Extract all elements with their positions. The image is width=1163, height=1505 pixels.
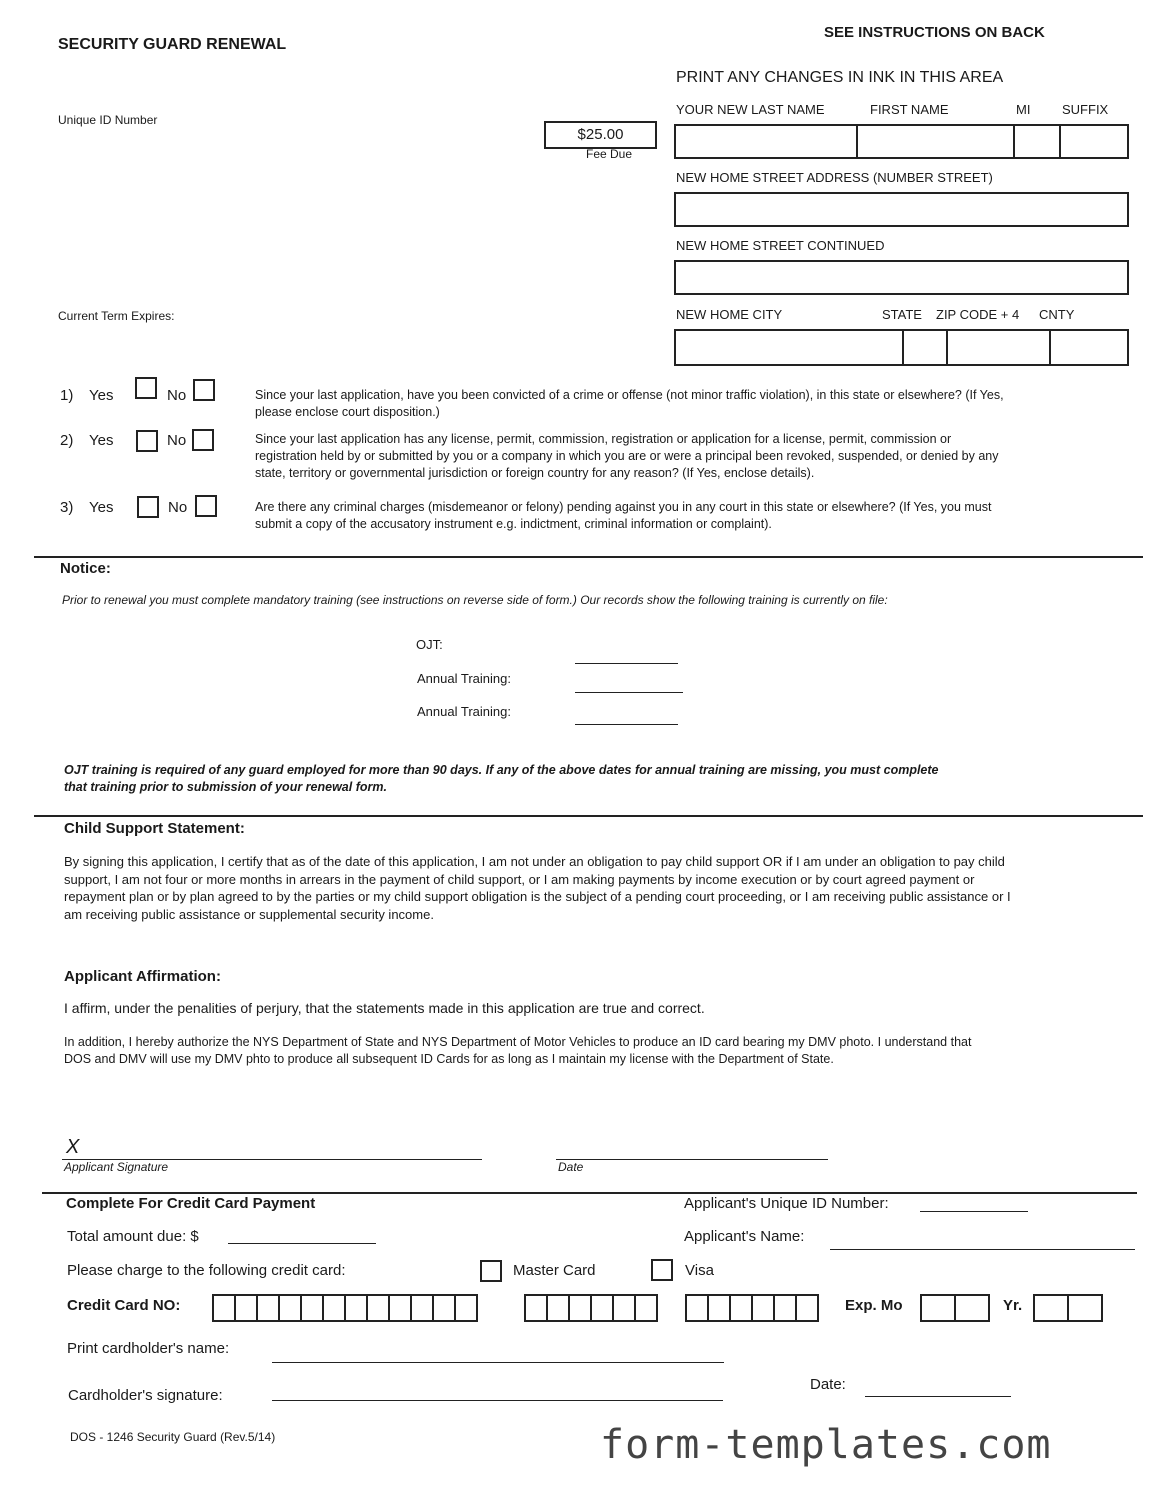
question-text: Since your last application has any license, permit, commission, registration or application for a license, permit, commission or registration held by or submitted by you or a company in which you are or were a principal been revoked, suspended, or denied by any state, territory or governmental jurisdiction or foreign country for any reason? (If Yes, enclose details). bbox=[255, 432, 999, 480]
applicant-name-label: Applicant's Name: bbox=[684, 1228, 805, 1245]
payment-heading: Complete For Credit Card Payment bbox=[66, 1195, 316, 1212]
divider bbox=[34, 556, 1143, 558]
divider bbox=[34, 815, 1143, 817]
ojt-label: OJT: bbox=[416, 637, 443, 652]
mi-label: MI bbox=[1016, 102, 1031, 117]
annual-training-1-label: Annual Training: bbox=[417, 671, 511, 686]
q1-yes-checkbox[interactable] bbox=[135, 377, 157, 399]
no-label: No bbox=[167, 432, 187, 449]
question-number: 3) bbox=[60, 499, 74, 516]
annual-training-2-line[interactable] bbox=[575, 724, 678, 725]
affirmation-line-1: I affirm, under the penalities of perjury, that the statements made in this application are true and correct. bbox=[64, 1000, 705, 1016]
fee-amount: $25.00 bbox=[577, 126, 624, 143]
q1-no-checkbox[interactable] bbox=[193, 379, 215, 401]
unique-id-label: Unique ID Number bbox=[58, 113, 158, 127]
annual-training-1-line[interactable] bbox=[575, 692, 683, 693]
visa-checkbox[interactable] bbox=[651, 1259, 673, 1281]
q2-yes-checkbox[interactable] bbox=[136, 430, 158, 452]
question-text: Are there any criminal charges (misdemeanor or felony) pending against you in any court in this state or elsewhere? (If Yes, you must submit a copy of the accusatory instrument e.g. indictment, criminal information or complaint). bbox=[255, 500, 992, 531]
yes-label: Yes bbox=[89, 499, 114, 516]
watermark: form-templates.com bbox=[600, 1422, 1052, 1468]
payment-unique-id-label: Applicant's Unique ID Number: bbox=[684, 1195, 889, 1212]
signature-date-line[interactable] bbox=[556, 1159, 828, 1160]
state-label: STATE bbox=[882, 307, 922, 322]
form-title: SECURITY GUARD RENEWAL bbox=[58, 36, 287, 53]
signature-x-mark: X bbox=[66, 1136, 80, 1158]
changes-heading: PRINT ANY CHANGES IN INK IN THIS AREA bbox=[676, 69, 1004, 86]
cnty-label: CNTY bbox=[1039, 307, 1075, 322]
last-name-label: YOUR NEW LAST NAME bbox=[676, 102, 825, 117]
yes-label: Yes bbox=[89, 387, 114, 404]
child-support-text: By signing this application, I certify that as of the date of this application, I am not under an obligation to pay child support OR if I am under an obligation to pay child support, I am not four or more months in arrears in the payment of child support, or I am making payments by income execution or by court agreed payment or repayment plan or by plan agreed to by the parties or my child support obligation is the subject of a pending court proceeding, or I am receiving public assistance or I am receiving public assistance or supplemental security income. bbox=[64, 854, 1011, 922]
exp-month-label: Exp. Mo bbox=[845, 1297, 903, 1314]
payment-unique-id-line[interactable] bbox=[920, 1211, 1028, 1212]
question-number: 2) bbox=[60, 432, 74, 449]
question-number: 1) bbox=[60, 387, 74, 404]
suffix-label: SUFFIX bbox=[1062, 102, 1109, 117]
cardholder-signature-label: Cardholder's signature: bbox=[68, 1387, 223, 1404]
total-amount-label: Total amount due: $ bbox=[67, 1228, 199, 1245]
cardholder-name-line[interactable] bbox=[272, 1362, 724, 1363]
city-label: NEW HOME CITY bbox=[676, 307, 783, 322]
cardholder-name-label: Print cardholder's name: bbox=[67, 1340, 230, 1357]
ojt-line[interactable] bbox=[575, 663, 678, 664]
charge-label: Please charge to the following credit card: bbox=[67, 1262, 346, 1279]
address-cont-input[interactable] bbox=[674, 260, 1129, 295]
city-input-box[interactable] bbox=[674, 329, 1129, 366]
q2-no-checkbox[interactable] bbox=[192, 429, 214, 451]
exp-month-input[interactable] bbox=[920, 1294, 990, 1322]
card-date-label: Date: bbox=[810, 1376, 846, 1393]
cardholder-signature-line[interactable] bbox=[272, 1400, 723, 1401]
q3-no-checkbox[interactable] bbox=[195, 495, 217, 517]
annual-training-2-label: Annual Training: bbox=[417, 704, 511, 719]
notice-footer: OJT training is required of any guard employed for more than 90 days. If any of the above dates for annual training are missing, you must complete that training prior to submission of your renewal form. bbox=[64, 763, 939, 794]
card-number-group-3[interactable] bbox=[685, 1294, 817, 1322]
applicant-signature-label: Applicant Signature bbox=[64, 1160, 169, 1174]
no-label: No bbox=[167, 387, 187, 404]
affirmation-line-2: In addition, I hereby authorize the NYS Department of State and NYS Department of Motor Vehicles to produce an ID card bearing my DMV photo. I understand that DOS and DMV will use my DMV phto to produce all subsequent ID Cards for as long as I maintain my license with the Department of State. bbox=[64, 1035, 972, 1066]
card-date-line[interactable] bbox=[865, 1396, 1011, 1397]
card-number-label: Credit Card NO: bbox=[67, 1297, 181, 1314]
instructions-note: SEE INSTRUCTIONS ON BACK bbox=[824, 24, 1045, 41]
fee-box bbox=[544, 121, 657, 149]
visa-label: Visa bbox=[685, 1262, 714, 1279]
name-input-box[interactable] bbox=[674, 124, 1129, 159]
mastercard-checkbox[interactable] bbox=[480, 1260, 502, 1282]
applicant-name-line[interactable] bbox=[830, 1249, 1135, 1250]
card-number-group-2[interactable] bbox=[524, 1294, 656, 1322]
notice-heading: Notice: bbox=[60, 560, 111, 577]
signature-date-label: Date bbox=[558, 1160, 584, 1174]
mastercard-label: Master Card bbox=[513, 1262, 596, 1279]
divider bbox=[42, 1192, 1137, 1194]
fee-label: Fee Due bbox=[586, 147, 633, 161]
affirmation-heading: Applicant Affirmation: bbox=[64, 968, 221, 985]
q3-yes-checkbox[interactable] bbox=[137, 496, 159, 518]
notice-text: Prior to renewal you must complete mandatory training (see instructions on reverse side of form.) Our records show the following training is currently on file: bbox=[62, 593, 888, 607]
zip-label: ZIP CODE + 4 bbox=[936, 307, 1020, 322]
first-name-label: FIRST NAME bbox=[870, 102, 949, 117]
card-number-group-1[interactable] bbox=[212, 1294, 476, 1322]
child-support-heading: Child Support Statement: bbox=[64, 820, 245, 837]
address-cont-label: NEW HOME STREET CONTINUED bbox=[676, 238, 885, 253]
form-id: DOS - 1246 Security Guard (Rev.5/14) bbox=[70, 1430, 276, 1444]
address-input[interactable] bbox=[674, 192, 1129, 227]
term-expires-label: Current Term Expires: bbox=[58, 309, 175, 323]
no-label: No bbox=[168, 499, 188, 516]
address-label: NEW HOME STREET ADDRESS (NUMBER STREET) bbox=[676, 170, 993, 185]
exp-year-input[interactable] bbox=[1033, 1294, 1103, 1322]
exp-year-label: Yr. bbox=[1003, 1297, 1023, 1314]
yes-label: Yes bbox=[89, 432, 114, 449]
question-text: Since your last application, have you been convicted of a crime or offense (not minor traffic violation), in this state or elsewhere? (If Yes, please enclose court disposition.) bbox=[255, 388, 1004, 419]
total-amount-line[interactable] bbox=[228, 1243, 376, 1244]
